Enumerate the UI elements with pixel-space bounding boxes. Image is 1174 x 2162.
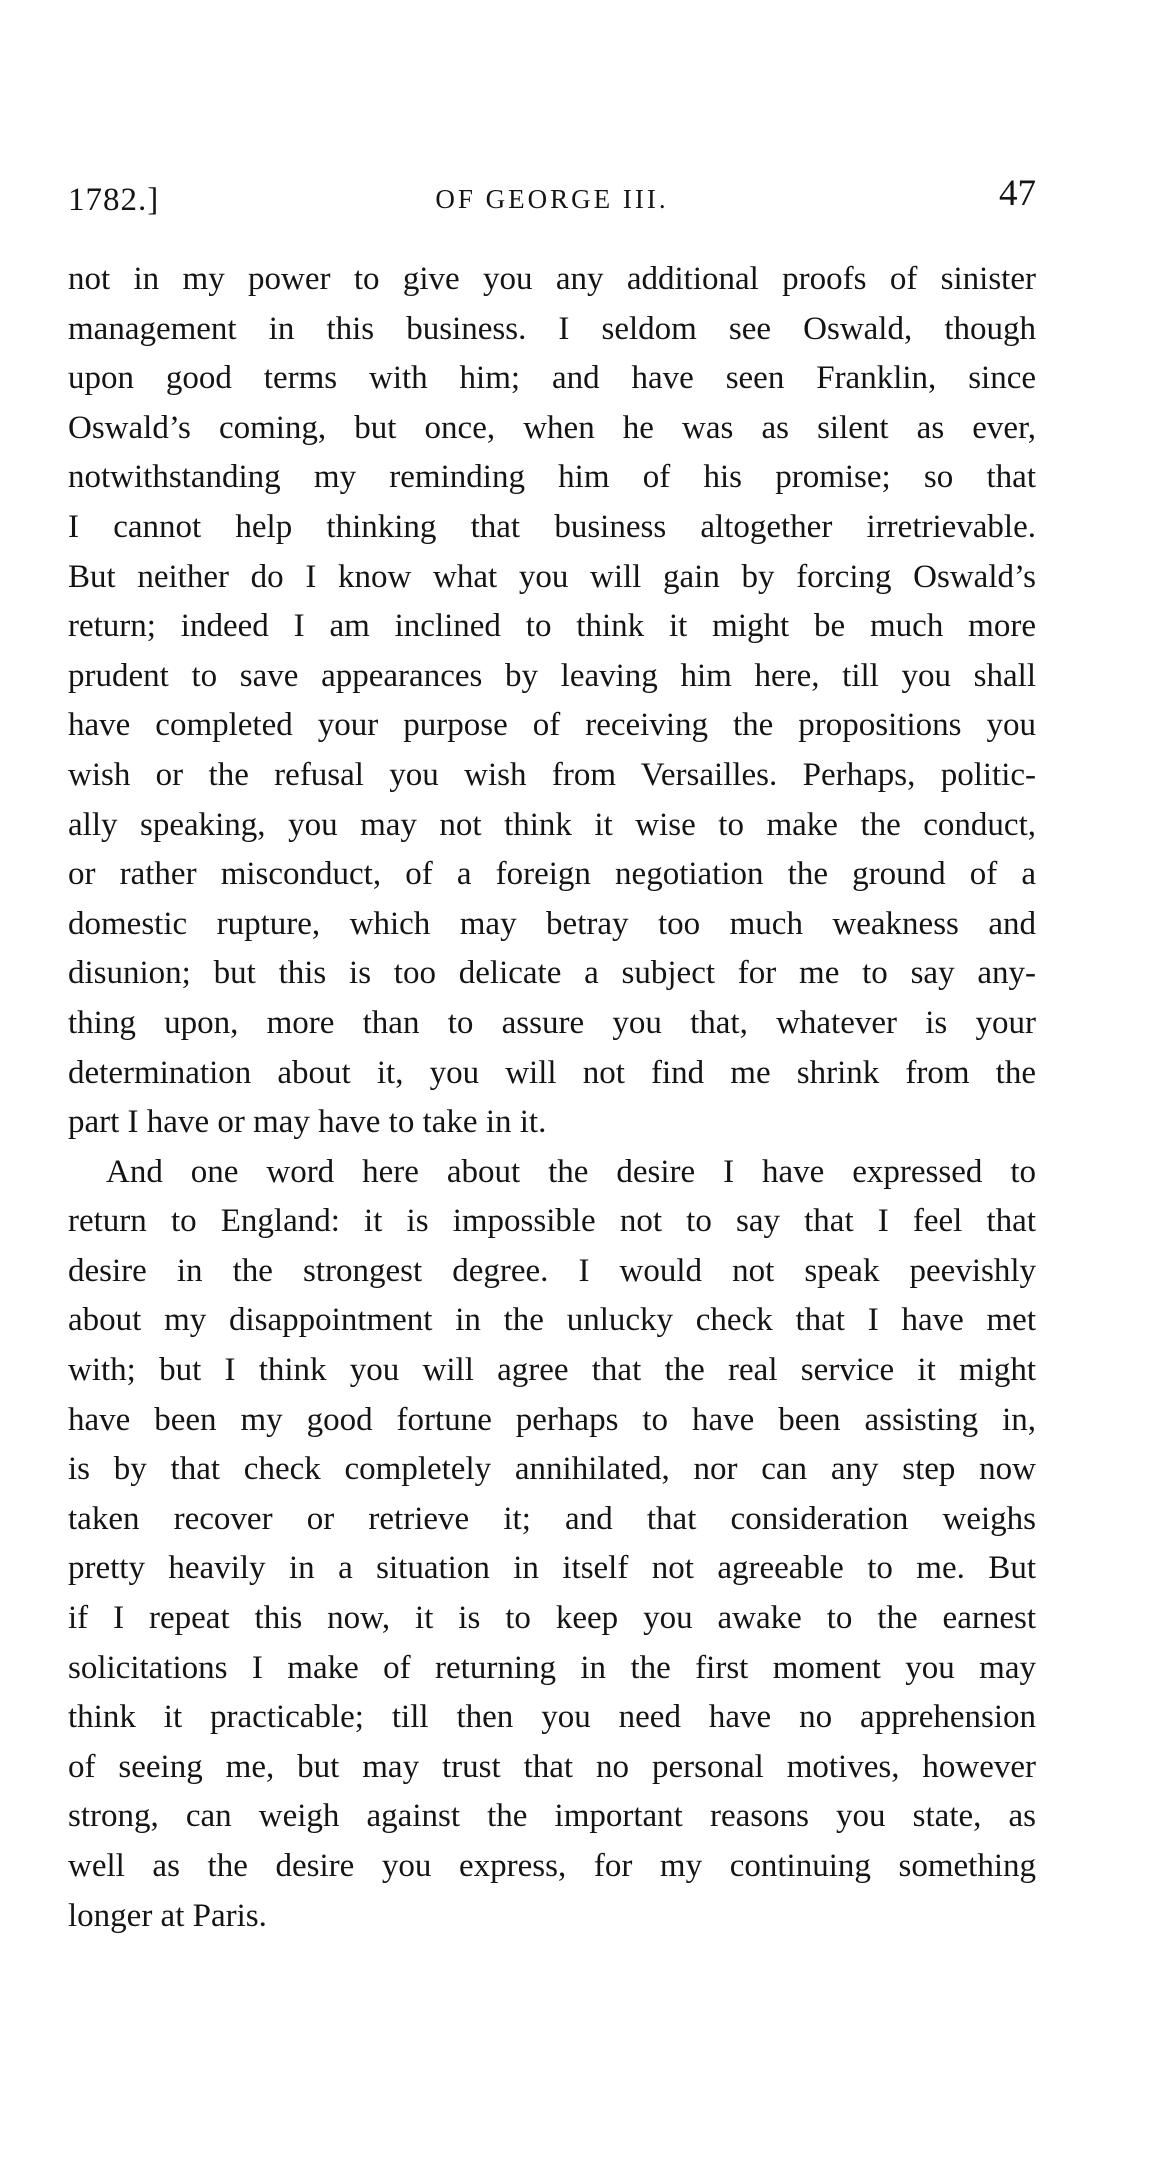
paragraph-start-line: And one word here about the desire I have expressed to (106, 1153, 1036, 1190)
text-line: pretty heavily in a situation in itself not agreeable to me. But (68, 1550, 1036, 1587)
text-line: prudent to save appearances by leaving him here, till you shall (68, 657, 1036, 694)
paragraph-end-line: part I have or may have to take in it. (68, 1104, 547, 1141)
text-line: well as the desire you express, for my continuing something (68, 1848, 1036, 1884)
text-line: I cannot help thinking that business altogether irretrievable. (68, 508, 1036, 545)
text-line: Oswald’s coming, but once, when he was as silent as ever, (68, 409, 1036, 446)
text-line: determination about it, you will not find me shrink from the (68, 1054, 1036, 1091)
text-line: with; but I think you will agree that the real service it might (68, 1352, 1036, 1389)
text-line: return to England: it is impossible not to say that I feel that (68, 1203, 1036, 1240)
header-year: 1782.] (68, 182, 160, 218)
text-line: taken recover or retrieve it; and that consideration weighs (68, 1500, 1036, 1537)
text-line: return; indeed I am inclined to think it might be much more (68, 608, 1036, 645)
text-line: domestic rupture, which may betray too much weakness and (68, 905, 1036, 942)
paragraph-end-line: longer at Paris. (68, 1897, 267, 1934)
text-line: about my disappointment in the unlucky check that I have met (68, 1302, 1036, 1339)
text-line: But neither do I know what you will gain by forcing Oswald’s (68, 558, 1036, 595)
page-number: 47 (999, 173, 1036, 214)
text-line: strong, can weigh against the important reasons you state, as (68, 1798, 1036, 1835)
text-line: is by that check completely annihilated, nor can any step now (68, 1451, 1036, 1488)
text-line: thing upon, more than to assure you that, whatever is your (68, 1004, 1036, 1041)
running-header (68, 172, 1036, 228)
text-line: notwithstanding my reminding him of his promise; so that (68, 459, 1036, 496)
header-title: OF GEORGE III. (435, 184, 669, 214)
text-line: if I repeat this now, it is to keep you awake to the earnest (68, 1600, 1036, 1637)
text-line: think it practicable; till then you need have no apprehension (68, 1699, 1036, 1736)
body-text (68, 255, 1036, 1941)
text-line: desire in the strongest degree. I would not speak peevishly (68, 1252, 1036, 1289)
text-line: management in this business. I seldom see Oswald, though (68, 310, 1036, 347)
text-line: of seeing me, but may trust that no personal motives, however (68, 1748, 1036, 1785)
text-line: have completed your purpose of receiving the propositions you (68, 707, 1036, 744)
text-line: have been my good fortune perhaps to have been assisting in, (68, 1401, 1036, 1438)
text-line: or rather misconduct, of a foreign negotiation the ground of a (68, 856, 1036, 893)
text-line: solicitations I make of returning in the first moment you may (68, 1649, 1036, 1686)
text-line: not in my power to give you any additional proofs of sinister (68, 261, 1036, 297)
text-line: wish or the refusal you wish from Versailles. Perhaps, politic- (68, 756, 1036, 793)
text-line: ally speaking, you may not think it wise to make the conduct, (68, 806, 1036, 843)
text-line: upon good terms with him; and have seen Franklin, since (68, 360, 1036, 397)
text-line: disunion; but this is too delicate a subject for me to say any- (68, 955, 1036, 992)
